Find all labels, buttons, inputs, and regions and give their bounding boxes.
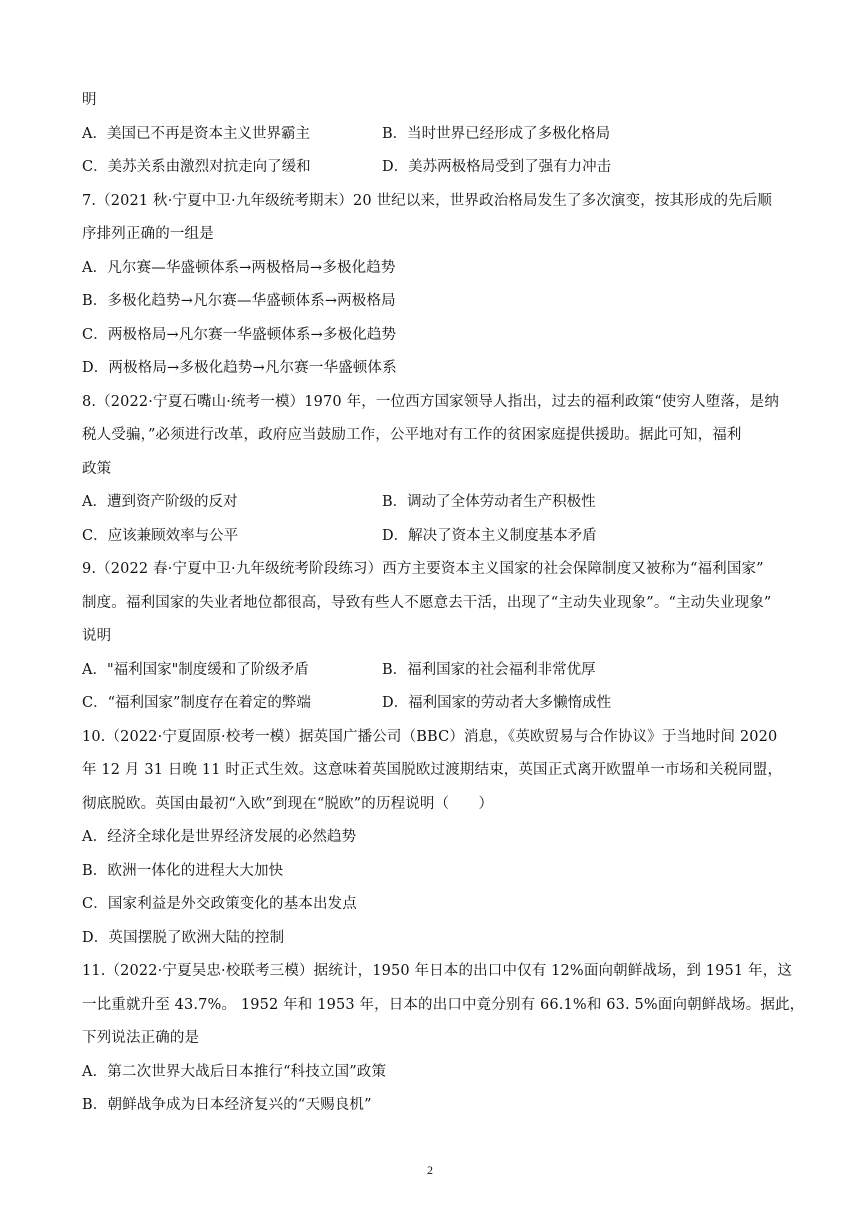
option-a: A．美国已不再是资本主义世界霸主: [82, 125, 310, 142]
option-b: B．调动了全体劳动者生产积极性: [382, 494, 596, 510]
question-9-stem: 说明: [82, 628, 112, 644]
question-11-stem: 11.（2022·宁夏吴忠·校联考三模）据统计，1950 年日本的出口中仅有 12%面向朝鲜战场，到 1951 年，这: [82, 963, 792, 979]
option-b: B．多极化趋势→凡尔赛—华盛顿体系→两极格局: [82, 293, 396, 309]
option-c: C．“福利国家”制度存在着定的弊端: [82, 695, 311, 711]
option-d: D．英国摆脱了欧洲大陆的控制: [82, 929, 285, 946]
option-c: C．美苏关系由激烈对抗走向了缓和: [82, 159, 311, 175]
question-11-stem: 一比重就升至 43.7%。 1952 年和 1953 年，日本的出口中竟分别有 66.1%和 63. 5%面向朝鲜战场。据此，: [82, 996, 805, 1013]
option-d: D．福利国家的劳动者大多懒惰成性: [382, 695, 612, 711]
page-number: 2: [427, 1163, 433, 1177]
question-7-stem: 序排列正确的一组是: [82, 226, 214, 242]
option-b: B．欧洲一体化的进程大大加快: [82, 862, 284, 879]
question-8-options-row-2: [82, 520, 782, 554]
option-a: A．经济全球化是世界经济发展的必然趋势: [82, 829, 357, 845]
option-b: B．福利国家的社会福利非常优厚: [382, 661, 596, 678]
question-9-stem: 9.（2022 春·宁夏中卫·九年级统考阶段练习）西方主要资本主义国家的社会保障制度又被称为“福利国家”: [82, 561, 764, 577]
option-a: A．"福利国家"制度缓和了阶级矛盾: [82, 661, 309, 678]
question-6-options-row-1: [82, 118, 782, 152]
option-a: A．遭到资产阶级的反对: [82, 494, 238, 510]
option-d: D．美苏两极格局受到了强有力冲击: [382, 159, 612, 175]
option-c: C．应该兼顾效率与公平: [82, 527, 239, 544]
question-9-options-row-2: [82, 687, 782, 721]
option-a: A．凡尔赛—华盛顿体系→两极格局→多极化趋势: [82, 259, 396, 276]
question-8-options-row-1: [82, 486, 782, 520]
question-8-stem: 政策: [82, 460, 112, 477]
question-6-stem-end: 明: [82, 92, 97, 108]
question-10-stem: 年 12 月 31 日晚 11 时正式生效。这意味着英国脱欧过渡期结束，英国正式离开欧盟单一市场和关税同盟，: [82, 762, 783, 778]
question-11-stem: 下列说法正确的是: [82, 1030, 200, 1046]
option-d: D．解决了资本主义制度基本矛盾: [382, 527, 597, 544]
question-9-options-row-1: [82, 654, 782, 688]
option-b: B．朝鲜战争成为日本经济复兴的“天赐良机”: [82, 1097, 372, 1113]
question-6-options-row-2: [82, 151, 782, 185]
option-d: D．两极格局→多极化趋势→凡尔赛一华盛顿体系: [82, 360, 397, 376]
question-10-stem: 彻底脱欧。英国由最初“入欧”到现在“脱欧”的历程说明（ ）: [82, 795, 494, 812]
option-a: A．第二次世界大战后日本推行“科技立国”政策: [82, 1063, 387, 1080]
option-c: C．两极格局→凡尔赛一华盛顿体系→多极化趋势: [82, 326, 397, 343]
page-content: [82, 84, 805, 1123]
question-7-stem: 7.（2021 秋·宁夏中卫·九年级统考期末）20 世纪以来，世界政治格局发生了多次演变，按其形成的先后顺: [82, 192, 773, 209]
question-8-stem: 税人受骗，”必须进行改革，政府应当鼓励工作，公平地对有工作的贫困家庭提供援助。据此可知，福利: [82, 427, 742, 443]
option-b: B．当时世界已经形成了多极化格局: [382, 125, 611, 142]
question-8-stem: 8.（2022·宁夏石嘴山·统考一模）1970 年，一位西方国家领导人指出，过去的福利政策“使穷人堕落，是纳: [82, 393, 779, 410]
question-9-stem: 制度。福利国家的失业者地位都很高，导致有些人不愿意去干活，出现了“主动失业现象”。“主动失业现象”: [82, 594, 772, 611]
question-10-stem: 10.（2022·宁夏固原·校考一模）据英国广播公司（BBC）消息，《英欧贸易与合作协议》于当地时间 2020: [82, 728, 778, 745]
option-c: C．国家利益是外交政策变化的基本出发点: [82, 896, 357, 912]
